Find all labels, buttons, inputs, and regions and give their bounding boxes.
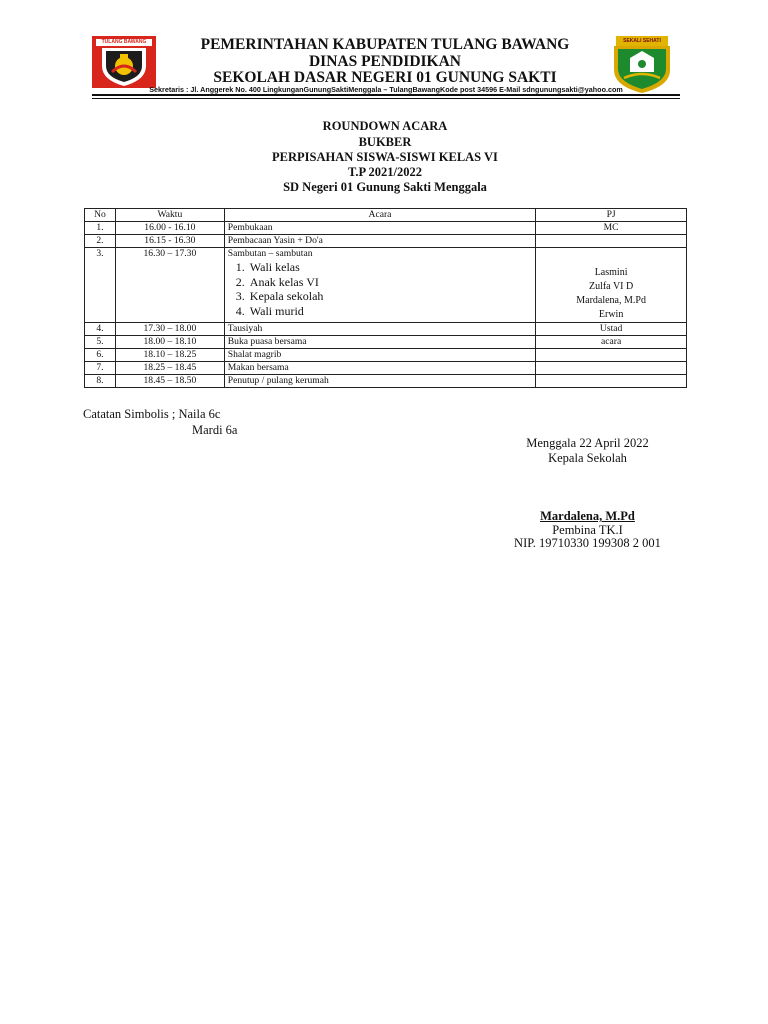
- pj-name: Erwin: [598, 309, 624, 320]
- row-event: Sambutan – sambutan: [227, 248, 313, 259]
- table-row: [85, 222, 687, 235]
- signature-rank: Pembina TK.I: [552, 523, 623, 537]
- row-pj: [536, 362, 687, 375]
- table-row: [85, 323, 687, 336]
- row-event: Buka puasa bersama: [224, 336, 535, 349]
- row-pj: [536, 235, 687, 248]
- row-pj: [536, 375, 687, 388]
- title-line-1: ROUNDOWN ACARA: [322, 119, 448, 133]
- list-item-label: Anak kelas VI: [249, 274, 319, 289]
- table-header-row: [85, 209, 687, 222]
- header-no: No: [85, 209, 116, 222]
- letterhead-rule: [92, 94, 680, 96]
- list-item-label: Wali murid: [249, 303, 304, 318]
- signature-nip: NIP. 19710330 199308 2 001: [514, 536, 661, 550]
- row-no: 5.: [85, 336, 116, 349]
- signature-place-date: Menggala 22 April 2022: [526, 436, 649, 450]
- left-logo-text: TULANG BAWANG: [101, 39, 147, 45]
- row-time: 16.30 – 17.30: [115, 248, 224, 323]
- row-time: 18.45 – 18.50: [115, 375, 224, 388]
- pj-name: Lasmini: [594, 267, 628, 278]
- list-item: [235, 289, 532, 304]
- row-no: 2.: [85, 235, 116, 248]
- title-line-3: PERPISAHAN SISWA-SISWI KELAS VI: [272, 150, 498, 164]
- table-row: [85, 235, 687, 248]
- table-row: [85, 248, 687, 323]
- row-event: Pembukaan: [224, 222, 535, 235]
- list-item: [235, 260, 532, 275]
- signature-name: Mardalena, M.Pd: [540, 509, 635, 523]
- table-row: [85, 336, 687, 349]
- right-logo-text: SEKALI SEHATI: [623, 38, 661, 44]
- list-item: [235, 303, 532, 319]
- header-waktu: Waktu: [115, 209, 224, 222]
- row-time: 16.15 - 16.30: [115, 235, 224, 248]
- letterhead-line-3: SEKOLAH DASAR NEGERI 01 GUNUNG SAKTI: [213, 69, 557, 86]
- row-no: 1.: [85, 222, 116, 235]
- row-no: 4.: [85, 323, 116, 336]
- row-pj-sambutan: [536, 248, 687, 323]
- list-item-number: 2.: [235, 274, 245, 289]
- row-event: Penutup / pulang kerumah: [224, 375, 535, 388]
- list-item-label: Wali kelas: [249, 260, 300, 274]
- table-row: [85, 362, 687, 375]
- row-no: 8.: [85, 375, 116, 388]
- signature-role: Kepala Sekolah: [548, 451, 627, 465]
- row-event-sambutan: [224, 248, 535, 323]
- row-pj: Ustad: [536, 323, 687, 336]
- row-pj: [536, 349, 687, 362]
- notes-line-2: Mardi 6a: [192, 423, 238, 437]
- list-item-label: Kepala sekolah: [249, 289, 324, 303]
- notes-line-1: Catatan Simbolis ; Naila 6c: [83, 407, 221, 421]
- title-line-4: T.P 2021/2022: [347, 165, 423, 179]
- list-item-number: 1.: [235, 260, 245, 274]
- row-event: Makan bersama: [224, 362, 535, 375]
- letterhead-rule-thin: [92, 98, 680, 99]
- row-time: 18.00 – 18.10: [115, 336, 224, 349]
- row-time: 18.25 – 18.45: [115, 362, 224, 375]
- letterhead-line-1: PEMERINTAHAN KABUPATEN TULANG BAWANG: [200, 36, 570, 53]
- row-time: 18.10 – 18.25: [115, 349, 224, 362]
- list-item-number: 4.: [235, 303, 245, 318]
- list-item-number: 3.: [235, 289, 245, 303]
- header-pj: PJ: [536, 209, 687, 222]
- pj-name: Zulfa VI D: [588, 281, 634, 292]
- letterhead-line-2: DINAS PENDIDIKAN: [308, 53, 461, 70]
- header-acara: Acara: [224, 209, 535, 222]
- row-no: 7.: [85, 362, 116, 375]
- table-row: [85, 349, 687, 362]
- tulang-bawang-logo: [92, 36, 156, 88]
- row-time: 17.30 – 18.00: [115, 323, 224, 336]
- rundown-table: [84, 208, 687, 388]
- row-event: Pembacaan Yasin + Do'a: [224, 235, 535, 248]
- pj-name: Mardalena, M.Pd: [576, 295, 646, 306]
- title-line-5: SD Negeri 01 Gunung Sakti Menggala: [283, 180, 487, 194]
- row-time: 16.00 - 16.10: [115, 222, 224, 235]
- row-event: Shalat magrib: [224, 349, 535, 362]
- title-line-2: BUKBER: [358, 135, 412, 149]
- row-event: Tausiyah: [224, 323, 535, 336]
- row-no: 6.: [85, 349, 116, 362]
- row-pj: acara: [536, 336, 687, 349]
- row-pj: MC: [536, 222, 687, 235]
- row-no: 3.: [85, 248, 116, 323]
- list-item: [235, 274, 532, 290]
- letterhead-address: Sekretaris : Jl. Anggerek No. 400 LingkunganGunungSaktiMenggala – TulangBawangKode post 34596 E-Mail sdngunungsakti@yahoo.com: [149, 85, 623, 94]
- table-row: [85, 375, 687, 388]
- sambutan-list: [228, 260, 532, 318]
